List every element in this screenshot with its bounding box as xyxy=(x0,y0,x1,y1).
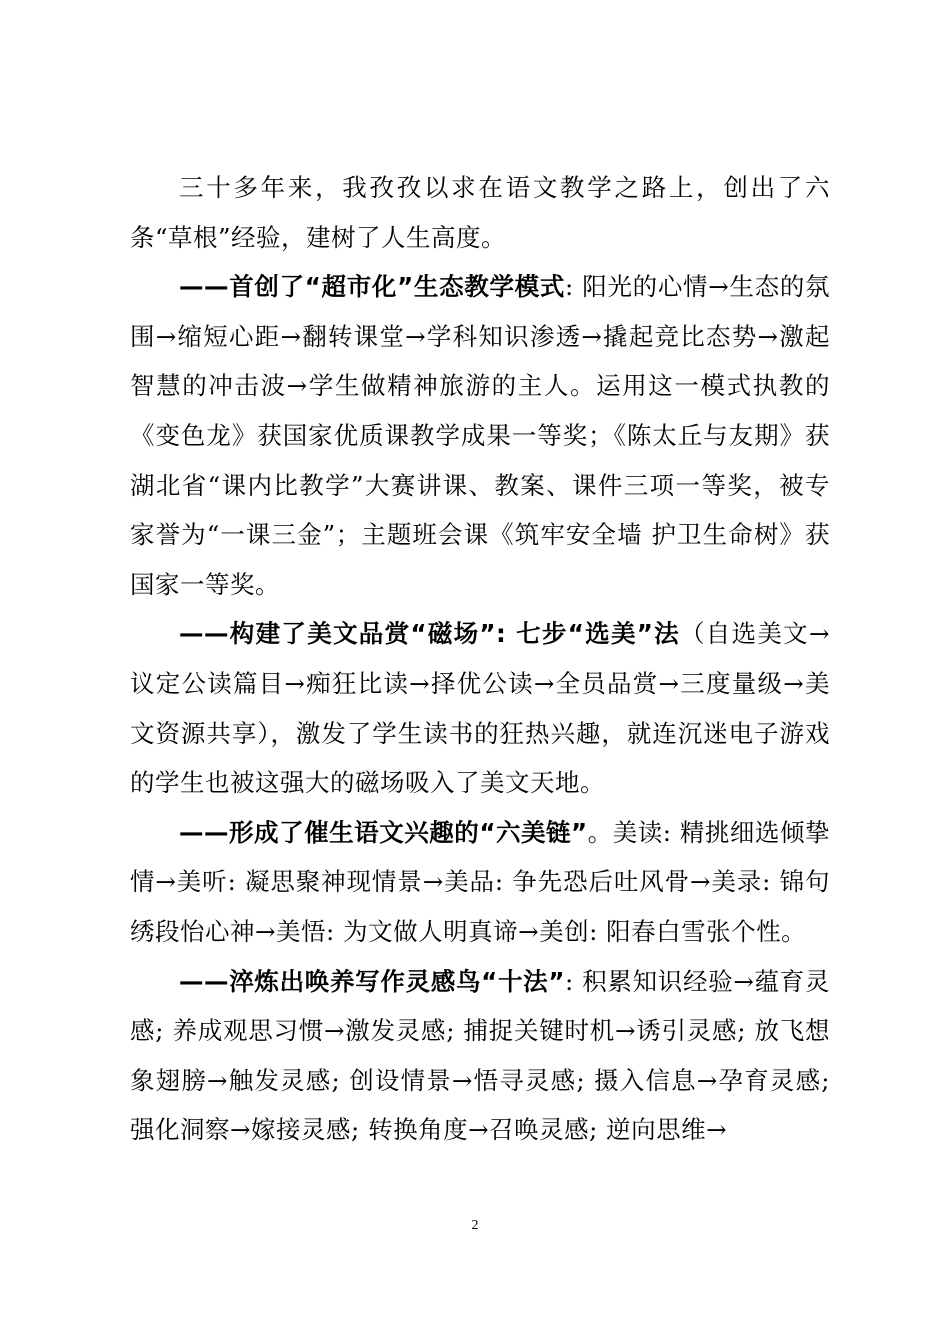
paragraph-intro xyxy=(130,163,830,262)
paragraph-lead: ——首创了“超市化”生态教学模式 xyxy=(179,272,566,302)
document-body xyxy=(130,163,830,1155)
paragraph-text: 三十多年来，我孜孜以求在语文教学之路上，创出了六条“草根”经验，建树了人生高度。 xyxy=(130,173,830,252)
paragraph-text: 。美读: 精挑细选倾挚情→美听: 凝思聚神现情景→美品: 争先恐后吐风骨→美录: 锦句绣段怡心神→美悟: 为文做人明真谛→美创: 阳春白雪张个性。 xyxy=(130,817,830,946)
paragraph-magnetic-field xyxy=(130,609,830,807)
paragraph-six-beauty-chain xyxy=(130,808,830,957)
page-number: 2 xyxy=(471,1218,479,1233)
paragraph-text: : 积累知识经验→蕴育灵感; 养成观思习惯→激发灵感; 捕捉关键时机→诱引灵感; 放飞想象翅膀→触发灵感; 创设情景→悟寻灵感; 摄入信息→孕育灵感; 强化洞察→嫁接灵感; 转换角度→召唤灵感; 逆向思维→ xyxy=(130,966,831,1145)
paragraph-supermarket-model xyxy=(130,262,830,609)
paragraph-text: （自选美文→议定公读篇目→痴狂比读→择优公读→全员品赏→三度量级→美文资源共享），激发了学生读书的狂热兴趣，就连沉迷电子游戏的学生也被这强大的磁场吸入了美文天地。 xyxy=(130,619,831,798)
paragraph-lead: ——构建了美文品赏“磁场”: 七步“选美”法 xyxy=(179,619,680,649)
paragraph-ten-methods xyxy=(130,957,830,1155)
paragraph-lead: ——淬炼出唤养写作灵感鸟“十法” xyxy=(179,966,565,996)
paragraph-text: : 阳光的心情→生态的氛围→缩短心距→翻转课堂→学科知识渗透→撬起竞比态势→激起智慧的冲击波→学生做精神旅游的主人。运用这一模式执教的《变色龙》获国家优质课教学成果一等奖；《陈太丘与友期》获湖北省“课内比教学”大赛讲课、教案、课件三项一等奖，被专家誉为“一课三金”；主题班会课《筑牢安全墙 护卫生命树》获国家一等奖。 xyxy=(130,272,831,599)
paragraph-lead: ——形成了催生语文兴趣的“六美链” xyxy=(179,817,588,847)
